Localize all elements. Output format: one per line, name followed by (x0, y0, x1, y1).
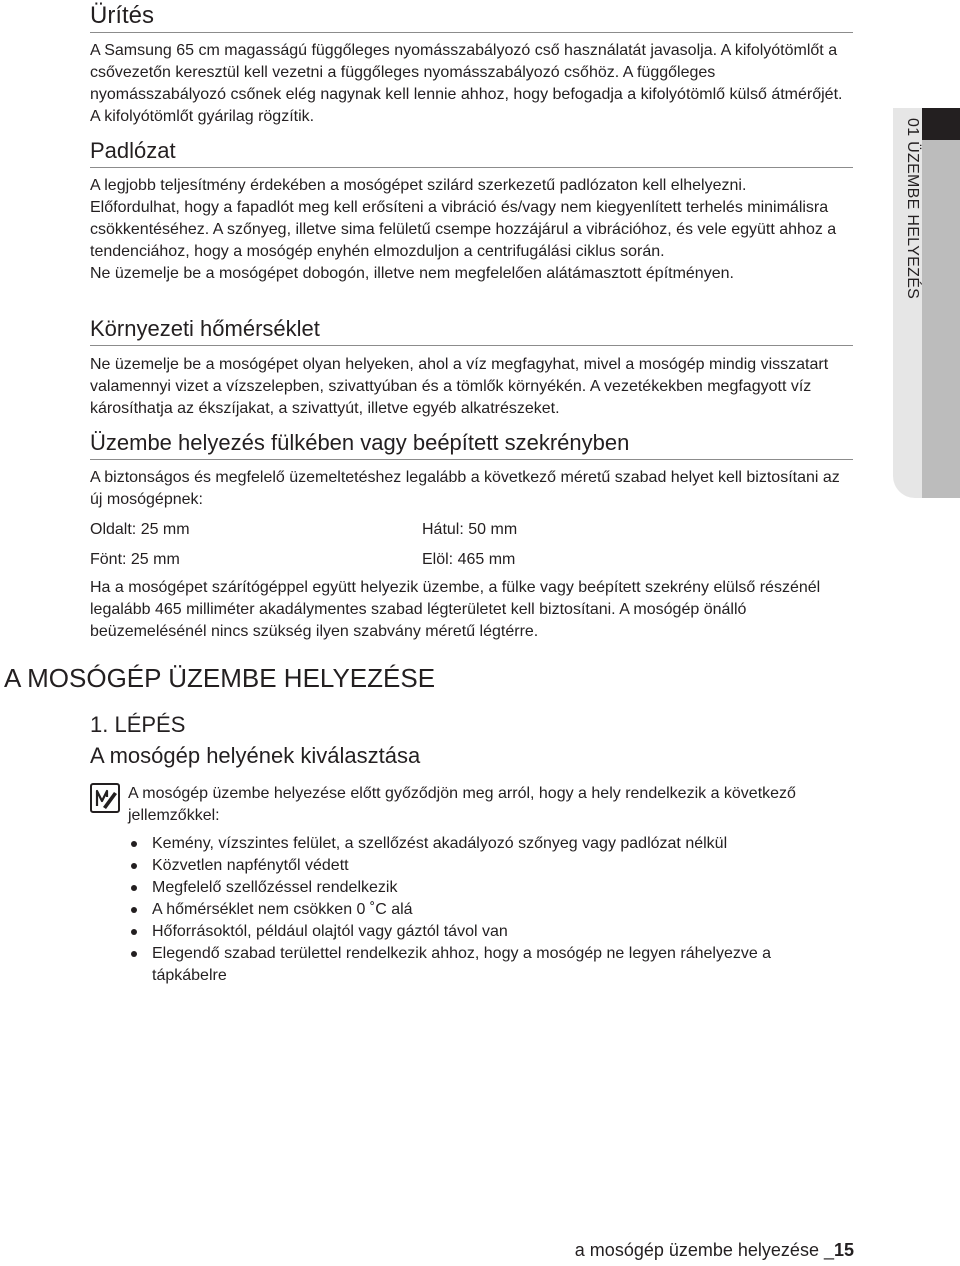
clearance-top: Fönt: 25 mm (90, 551, 180, 568)
requirements-list (128, 833, 848, 987)
list-item: Kemény, vízszintes felület, a szellőzést akadályozó szőnyeg vagy padlózat nélkül (128, 833, 848, 855)
section-body-homerseklet (90, 354, 850, 420)
section-title-uritest: Ürítés (90, 4, 853, 33)
step-title: A mosógép helyének kiválasztása (90, 743, 421, 768)
section-title-padlozat: Padlózat (90, 140, 853, 168)
list-item: Megfelelő szellőzéssel rendelkezik (128, 877, 848, 899)
paragraph: Ne üzemelje be a mosógépet dobogón, illetve nem megfelelően alátámasztott építményen. (90, 265, 734, 282)
page-footer (575, 1240, 854, 1261)
section-body-fulke-outro (90, 577, 850, 643)
paragraph: A biztonságos és megfelelő üzemeltetéshez legalább a következő méretű szabad helyet kell biztosítani az új mosógépnek: (90, 469, 840, 508)
section-body-uritest (90, 40, 850, 128)
paragraph: A legjobb teljesítmény érdekében a mosógépet szilárd szerkezetű padlózaton kell elhelyezni. (90, 177, 747, 194)
section-title-fulke: Üzembe helyezés fülkében vagy beépített szekrényben (90, 432, 853, 460)
footer-text: a mosógép üzembe helyezése _ (574, 1240, 834, 1260)
note-pencil-icon (90, 783, 120, 813)
clearance-front: Elöl: 465 mm (422, 551, 516, 568)
clearance-side: Oldalt: 25 mm (90, 521, 190, 538)
list-item: Elegendő szabad területtel rendelkezik ahhoz, hogy a mosógép ne legyen ráhelyezve a tápkábelre (128, 943, 848, 987)
section-title-homerseklet: Környezeti hőmérséklet (90, 318, 853, 346)
chapter-tab-bar-lower (922, 140, 960, 498)
paragraph: Előfordulhat, hogy a fapadlót meg kell erősíteni a vibráció és/vagy nem kiegyenlített terhelés minimálisra csökkentéséhez. A szőnyeg, illetve sima felületű csempe hozzájárul a vibrációhoz, és vele együtt ahhoz a tendenciához, hogy a mosógép enyhén elmozduljon a centrifugálási ciklus során. (90, 199, 837, 260)
paragraph: A mosógép üzembe helyezése előtt győződjön meg arról, hogy a hely rendelkezik a következő jellemzőkkel: (128, 785, 796, 824)
clearance-back: Hátul: 50 mm (422, 521, 518, 538)
step-label: 1. LÉPÉS (90, 712, 186, 737)
step-intro (128, 783, 828, 827)
section-body-padlozat (90, 175, 850, 285)
main-title: A MOSÓGÉP ÜZEMBE HELYEZÉSE (4, 663, 436, 693)
paragraph: A Samsung 65 cm magasságú függőleges nyomásszabályozó cső használatát javasolja. A kifolyótömlőt a csővezetőn keresztül kell vezetni a függőleges nyomásszabályozó csőhöz. A függőleges nyomásszabályozó csőnek elég nagynak kell lennie ahhoz, hogy befogadja a kifolyótömlő külső átmérőjét. A kifolyótömlőt gyárilag rögzítik. (90, 42, 843, 125)
page-number: 15 (833, 1240, 854, 1260)
list-item: Hőforrásoktól, például olajtól vagy gáztól távol van (128, 921, 848, 943)
chapter-tab-label: 01 ÜZEMBE HELYEZÉS (904, 118, 921, 300)
section-body-fulke-intro (90, 467, 850, 511)
list-item: A hőmérséklet nem csökken 0 ˚C alá (128, 899, 848, 921)
paragraph: Ha a mosógépet szárítógéppel együtt helyezik üzembe, a fülke vagy beépített szekrény elülső részénél legalább 465 milliméter akadálymentes szabad légterületet kell biztosítani. A mosógép önálló beüzemelésénél nincs szükség ilyen szabvány méretű légtérre. (90, 579, 821, 640)
paragraph: Ne üzemelje be a mosógépet olyan helyeken, ahol a víz megfagyhat, mivel a mosógép mindig visszatart valamennyi vizet a vízszelepben, szivattyúban és a tömlők környékén. A vezetékekben megfagyott víz károsíthatja az ékszíjakat, a szivattyút, illetve egyéb alkatrészeket. (90, 356, 829, 417)
list-item: Közvetlen napfénytől védett (128, 855, 848, 877)
